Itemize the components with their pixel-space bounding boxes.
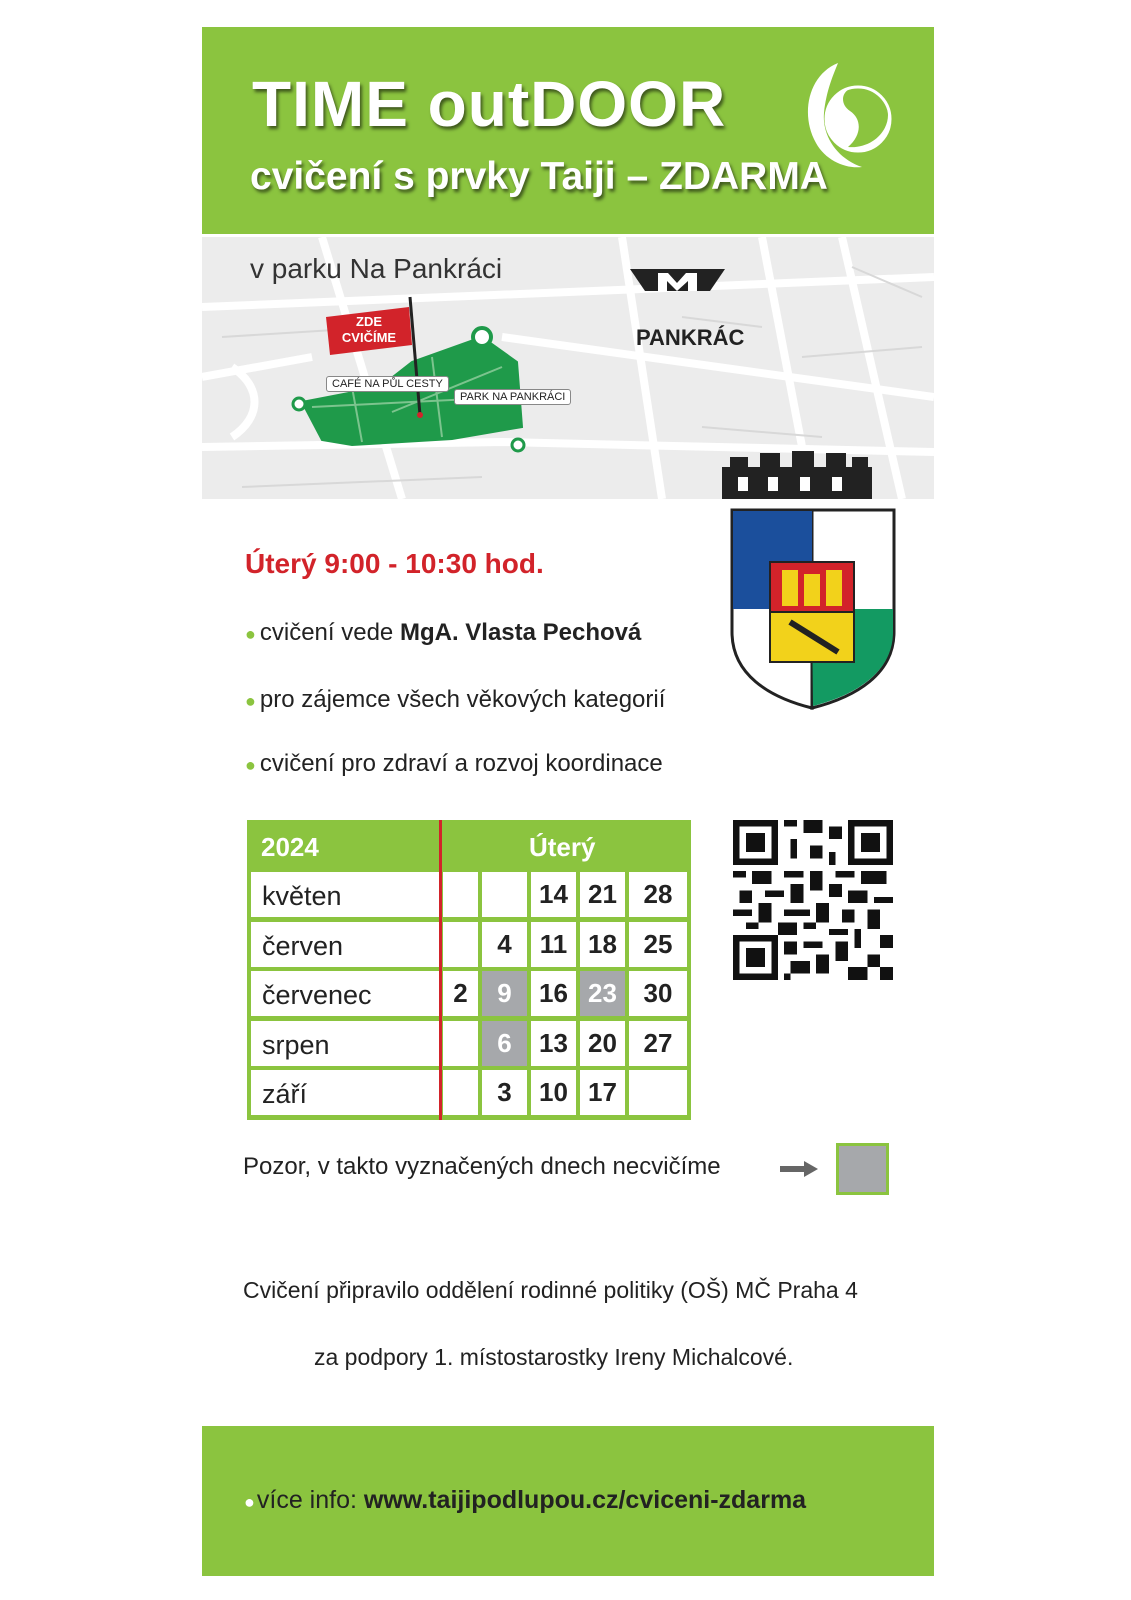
table-day-cell [443, 1070, 478, 1115]
event-title: TIME outDOOR [252, 68, 727, 140]
table-month-cell [251, 1021, 440, 1066]
coat-of-arms-icon [728, 462, 898, 717]
month-label: září [262, 1079, 308, 1109]
closed-day-legend-swatch [836, 1143, 889, 1195]
closed-days-notice: Pozor, v takto vyznačených dnech necvičíme [243, 1153, 721, 1180]
table-day-cell: 11 [531, 922, 576, 967]
schedule-table [247, 820, 691, 1120]
table-day-cell-closed: 6 [482, 1021, 527, 1066]
flag-label: ZDE CVIČÍME [341, 314, 397, 345]
qr-code-icon [733, 820, 893, 980]
park-label: PARK NA PANKRÁCI [454, 389, 571, 405]
bullet-dot-icon: ● [245, 755, 256, 775]
event-subtitle: cvičení s prvky Taiji – ZDARMA [250, 155, 828, 198]
taiji-logo-icon [798, 55, 892, 175]
bullet-dot-icon: ● [245, 691, 256, 711]
table-day-cell: 16 [531, 971, 576, 1016]
bullet-dot-icon: ● [244, 1492, 255, 1512]
table-day-cell-closed: 9 [482, 971, 527, 1016]
table-day-cell: 14 [531, 872, 576, 917]
schedule-time: Úterý 9:00 - 10:30 hod. [245, 548, 544, 579]
bullet-audience [245, 686, 665, 714]
table-day-cell [443, 922, 478, 967]
table-day-header: Úterý [529, 832, 596, 862]
table-day-cell: 20 [580, 1021, 625, 1066]
table-day-cell: 18 [580, 922, 625, 967]
table-day-cell-closed: 23 [580, 971, 625, 1016]
bullet-instructor-prefix: cvičení vede [259, 619, 400, 646]
table-day-cell [443, 1021, 478, 1066]
table-day-cell: 27 [629, 1021, 687, 1066]
header-banner [202, 27, 934, 234]
month-label: červen [262, 931, 344, 961]
instructor-name: MgA. Vlasta Pechová [399, 619, 642, 646]
bullet-audience-text: pro zájemce všech věkových kategorií [259, 686, 666, 713]
table-day-cell: 13 [531, 1021, 576, 1066]
bullet-instructor [245, 619, 641, 647]
table-year: 2024 [261, 832, 319, 862]
footer-banner [202, 1426, 934, 1576]
table-day-cell: 10 [531, 1070, 576, 1115]
table-day-cell [629, 1070, 687, 1115]
location-map [202, 237, 934, 499]
table-day-cell: 21 [580, 872, 625, 917]
bullet-purpose [245, 750, 663, 778]
bullet-purpose-text: cvičení pro zdraví a rozvoj koordinace [259, 750, 663, 777]
bullet-dot-icon: ● [245, 624, 256, 644]
table-day-cell: 30 [629, 971, 687, 1016]
table-month-cell [251, 1070, 440, 1115]
map-heading: v parku Na Pankráci [250, 253, 503, 284]
footer-info [244, 1486, 806, 1515]
metro-station-label: PANKRÁC [636, 325, 745, 350]
table-day-cell [443, 872, 478, 917]
website-link[interactable]: www.taijipodlupou.cz/cviceni-zdarma [363, 1486, 807, 1514]
month-label: květen [262, 881, 342, 911]
cafe-label: CAFÉ NA PŮL CESTY [326, 376, 449, 392]
table-divider [439, 820, 442, 1120]
month-label: červenec [262, 980, 372, 1010]
table-day-cell [482, 872, 527, 917]
table-month-cell [251, 872, 440, 917]
credit-line-1: Cvičení připravilo oddělení rodinné politiky (OŠ) MČ Praha 4 [243, 1277, 858, 1303]
metro-icon [630, 269, 725, 291]
table-month-cell [251, 922, 440, 967]
table-day-cell: 3 [482, 1070, 527, 1115]
table-month-cell [251, 971, 440, 1016]
table-day-cell: 25 [629, 922, 687, 967]
table-day-cell: 28 [629, 872, 687, 917]
month-label: srpen [262, 1030, 330, 1060]
footer-prefix: více info: [256, 1486, 364, 1514]
table-day-cell: 2 [443, 971, 478, 1016]
table-day-cell: 17 [580, 1070, 625, 1115]
credit-line-2: za podpory 1. místostarostky Ireny Michalcové. [314, 1344, 794, 1370]
arrow-right-icon [780, 1161, 818, 1177]
table-day-cell: 4 [482, 922, 527, 967]
